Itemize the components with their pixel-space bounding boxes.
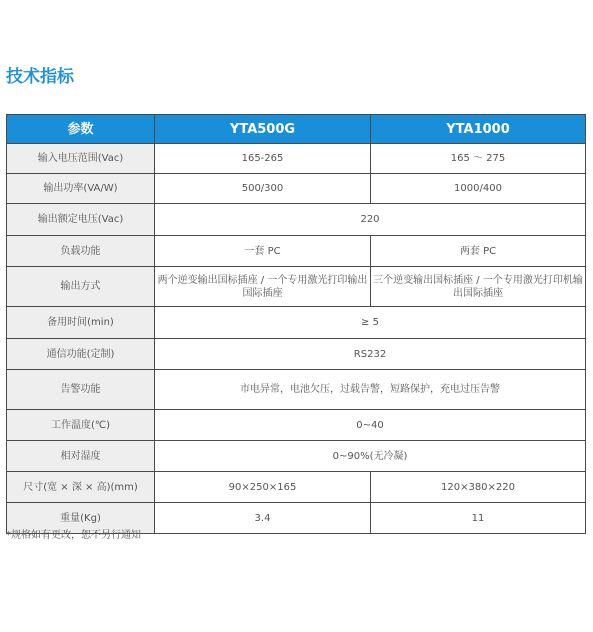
cell-value: 3.4 [155, 503, 371, 534]
cell-value-merged: 0~90%(无冷凝) [155, 441, 586, 472]
table-row [7, 441, 586, 472]
table-row [7, 204, 586, 236]
cell-value: 两个逆变输出国标插座 / 一个专用激光打印输出国际插座 [155, 267, 371, 307]
section-title: 技术指标 [6, 67, 74, 87]
header-yta500g: YTA500G [155, 115, 371, 144]
row-label: 负载功能 [7, 236, 155, 267]
table-row [7, 339, 586, 370]
table-row [7, 267, 586, 307]
table-row [7, 307, 586, 339]
cell-value-merged: RS232 [155, 339, 586, 370]
row-label: 输出额定电压(Vac) [7, 204, 155, 236]
table-row [7, 472, 586, 503]
row-label: 输入电压范围(Vac) [7, 144, 155, 174]
cell-value: 两套 PC [371, 236, 586, 267]
cell-value: 1000/400 [371, 174, 586, 204]
table-row [7, 144, 586, 174]
row-label: 相对湿度 [7, 441, 155, 472]
cell-value-merged: 0~40 [155, 410, 586, 441]
table-row [7, 370, 586, 410]
cell-value: 三个逆变输出国标插座 / 一个专用激光打印机输出国际插座 [371, 267, 586, 307]
row-label: 输出功率(VA/W) [7, 174, 155, 204]
cell-value-merged: 220 [155, 204, 586, 236]
row-label: 告警功能 [7, 370, 155, 410]
row-label: 备用时间(min) [7, 307, 155, 339]
row-label: 工作温度(℃) [7, 410, 155, 441]
header-param: 参数 [7, 115, 155, 144]
cell-value: 90×250×165 [155, 472, 371, 503]
footnote: *规格如有更改，恕不另行通知 [6, 530, 141, 541]
cell-value: 一套 PC [155, 236, 371, 267]
row-label: 尺寸(宽 × 深 × 高)(mm) [7, 472, 155, 503]
row-label: 重量(Kg) [7, 503, 155, 534]
cell-value: 165-265 [155, 144, 371, 174]
table-row [7, 174, 586, 204]
cell-value: 165 ～ 275 [371, 144, 586, 174]
table-row [7, 410, 586, 441]
cell-value: 500/300 [155, 174, 371, 204]
cell-value: 120×380×220 [371, 472, 586, 503]
row-label: 通信功能(定制) [7, 339, 155, 370]
table-header-row [7, 115, 586, 144]
spec-table [6, 114, 586, 534]
table-row [7, 236, 586, 267]
row-label: 输出方式 [7, 267, 155, 307]
header-yta1000: YTA1000 [371, 115, 586, 144]
cell-value-merged: 市电异常，电池欠压，过载告警，短路保护，充电过压告警 [155, 370, 586, 410]
cell-value-merged: ≥ 5 [155, 307, 586, 339]
cell-value: 11 [371, 503, 586, 534]
